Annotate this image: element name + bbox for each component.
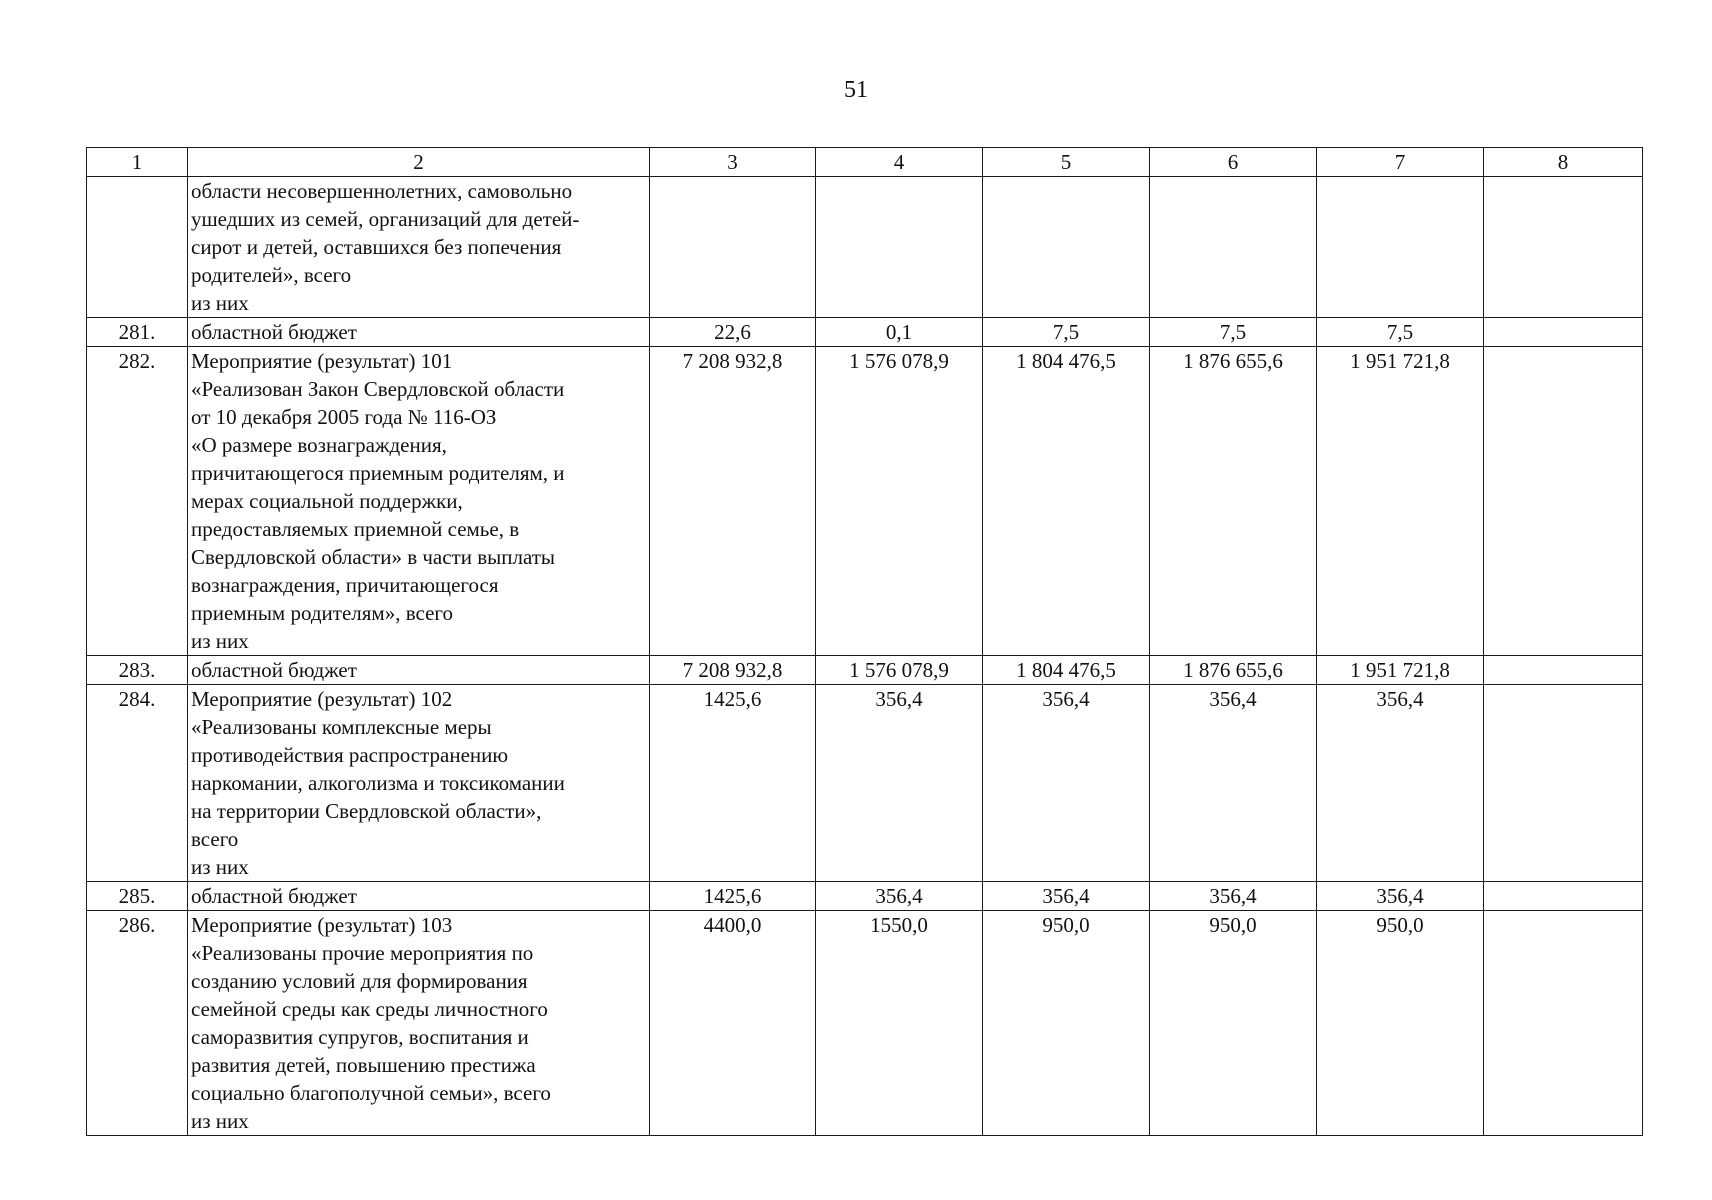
description-line: причитающегося приемным родителям, и xyxy=(191,461,565,485)
description-line: области несовершеннолетних, самовольно xyxy=(191,179,573,203)
value-cell-col-8 xyxy=(1484,656,1643,685)
description-line: областной бюджет xyxy=(191,658,357,682)
column-header-1: 1 xyxy=(87,148,188,177)
table-row xyxy=(87,177,1643,318)
description-line: на территории Свердловской области», xyxy=(191,799,542,823)
description-line: областной бюджет xyxy=(191,884,357,908)
row-number: 285. xyxy=(87,882,188,911)
value-cell-col-6 xyxy=(1150,177,1317,318)
row-number: 284. xyxy=(87,685,188,882)
row-description xyxy=(188,911,650,1136)
budget-table xyxy=(86,147,1643,1136)
description-line: созданию условий для формирования xyxy=(191,969,528,993)
value-cell-col-8 xyxy=(1484,177,1643,318)
value-cell-col-3: 7 208 932,8 xyxy=(650,656,816,685)
row-number: 281. xyxy=(87,318,188,347)
value-cell-col-4: 1 576 078,9 xyxy=(816,347,983,656)
column-header-3: 3 xyxy=(650,148,816,177)
value-cell-col-6: 356,4 xyxy=(1150,685,1317,882)
value-cell-col-7: 7,5 xyxy=(1317,318,1484,347)
value-cell-col-8 xyxy=(1484,882,1643,911)
value-cell-col-5: 950,0 xyxy=(983,911,1150,1136)
value-cell-col-4 xyxy=(816,177,983,318)
value-cell-col-7: 356,4 xyxy=(1317,685,1484,882)
description-line: «Реализованы комплексные меры xyxy=(191,715,492,739)
table-row xyxy=(87,882,1643,911)
value-cell-col-3: 22,6 xyxy=(650,318,816,347)
column-header-5: 5 xyxy=(983,148,1150,177)
column-header-8: 8 xyxy=(1484,148,1643,177)
value-cell-col-7: 1 951 721,8 xyxy=(1317,347,1484,656)
description-line: противодействия распространению xyxy=(191,743,509,767)
description-line: наркомании, алкоголизма и токсикомании xyxy=(191,771,565,795)
value-cell-col-5: 7,5 xyxy=(983,318,1150,347)
table-body xyxy=(87,177,1643,1136)
description-line: Свердловской области» в части выплаты xyxy=(191,545,556,569)
value-cell-col-5 xyxy=(983,177,1150,318)
description-line: приемным родителям», всего xyxy=(191,601,453,625)
value-cell-col-7 xyxy=(1317,177,1484,318)
value-cell-col-4: 1 576 078,9 xyxy=(816,656,983,685)
value-cell-col-6: 7,5 xyxy=(1150,318,1317,347)
value-cell-col-3 xyxy=(650,177,816,318)
row-description xyxy=(188,177,650,318)
value-cell-col-5: 356,4 xyxy=(983,685,1150,882)
value-cell-col-4: 356,4 xyxy=(816,685,983,882)
table-row xyxy=(87,318,1643,347)
column-header-2: 2 xyxy=(188,148,650,177)
value-cell-col-7: 950,0 xyxy=(1317,911,1484,1136)
value-cell-col-3: 1425,6 xyxy=(650,882,816,911)
description-line: из них xyxy=(191,291,249,315)
description-line: сирот и детей, оставшихся без попечения xyxy=(191,235,562,259)
description-line: областной бюджет xyxy=(191,320,357,344)
description-line: родителей», всего xyxy=(191,263,352,287)
value-cell-col-4: 356,4 xyxy=(816,882,983,911)
value-cell-col-5: 1 804 476,5 xyxy=(983,656,1150,685)
description-line: Мероприятие (результат) 102 xyxy=(191,687,453,711)
description-line: семейной среды как среды личностного xyxy=(191,997,548,1021)
description-line: всего xyxy=(191,827,239,851)
value-cell-col-7: 1 951 721,8 xyxy=(1317,656,1484,685)
page-number: 51 xyxy=(844,77,868,103)
description-line: Мероприятие (результат) 101 xyxy=(191,349,453,373)
row-number xyxy=(87,177,188,318)
value-cell-col-5: 1 804 476,5 xyxy=(983,347,1150,656)
value-cell-col-4: 0,1 xyxy=(816,318,983,347)
row-number: 283. xyxy=(87,656,188,685)
description-line: «О размере вознаграждения, xyxy=(191,433,447,457)
row-description xyxy=(188,656,650,685)
description-line: развития детей, повышению престижа xyxy=(191,1053,536,1077)
value-cell-col-6: 1 876 655,6 xyxy=(1150,656,1317,685)
description-line: «Реализованы прочие мероприятия по xyxy=(191,941,534,965)
description-line: из них xyxy=(191,855,249,879)
value-cell-col-8 xyxy=(1484,911,1643,1136)
row-number: 282. xyxy=(87,347,188,656)
description-line: вознаграждения, причитающегося xyxy=(191,573,499,597)
value-cell-col-3: 7 208 932,8 xyxy=(650,347,816,656)
description-line: саморазвития супругов, воспитания и xyxy=(191,1025,529,1049)
value-cell-col-3: 4400,0 xyxy=(650,911,816,1136)
row-description xyxy=(188,347,650,656)
value-cell-col-8 xyxy=(1484,318,1643,347)
value-cell-col-6: 950,0 xyxy=(1150,911,1317,1136)
description-line: «Реализован Закон Свердловской области xyxy=(191,377,565,401)
row-description xyxy=(188,882,650,911)
description-line: Мероприятие (результат) 103 xyxy=(191,913,453,937)
table-header xyxy=(87,148,1643,177)
value-cell-col-3: 1425,6 xyxy=(650,685,816,882)
value-cell-col-6: 356,4 xyxy=(1150,882,1317,911)
description-line: ушедших из семей, организаций для детей- xyxy=(191,207,580,231)
table-row xyxy=(87,911,1643,1136)
description-line: из них xyxy=(191,629,249,653)
value-cell-col-5: 356,4 xyxy=(983,882,1150,911)
header-row xyxy=(87,148,1643,177)
table-row xyxy=(87,685,1643,882)
value-cell-col-7: 356,4 xyxy=(1317,882,1484,911)
value-cell-col-4: 1550,0 xyxy=(816,911,983,1136)
description-line: предоставляемых приемной семье, в xyxy=(191,517,520,541)
column-header-6: 6 xyxy=(1150,148,1317,177)
row-description xyxy=(188,685,650,882)
description-line: из них xyxy=(191,1109,249,1133)
value-cell-col-6: 1 876 655,6 xyxy=(1150,347,1317,656)
value-cell-col-8 xyxy=(1484,347,1643,656)
value-cell-col-8 xyxy=(1484,685,1643,882)
column-header-4: 4 xyxy=(816,148,983,177)
row-number: 286. xyxy=(87,911,188,1136)
description-line: социально благополучной семьи», всего xyxy=(191,1081,551,1105)
table-row xyxy=(87,656,1643,685)
column-header-7: 7 xyxy=(1317,148,1484,177)
description-line: мерах социальной поддержки, xyxy=(191,489,463,513)
description-line: от 10 декабря 2005 года № 116-ОЗ xyxy=(191,405,497,429)
row-description xyxy=(188,318,650,347)
table-row xyxy=(87,347,1643,656)
